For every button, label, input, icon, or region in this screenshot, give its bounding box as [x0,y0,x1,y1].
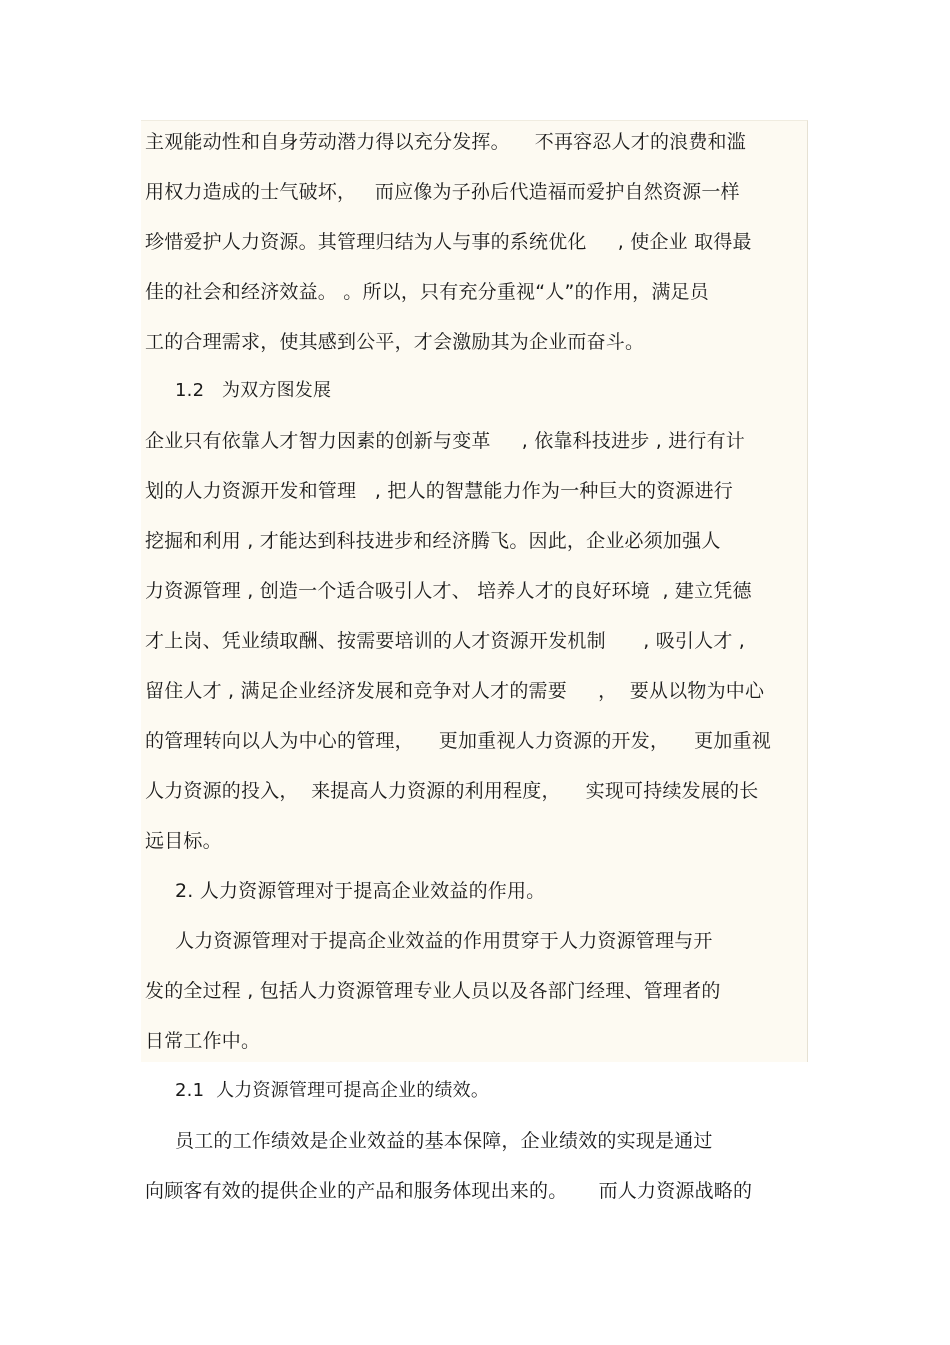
text-line: 挖掘和利用 , 才能达到科技进步和经济腾飞。因此，企业必须加强人 [145,530,721,552]
text-line: 向顾客有效的提供企业的产品和服务体现出来的。 而人力资源战略的 [145,1180,753,1202]
text-line: 划的人力资源开发和管理 , 把人的智慧能力作为一种巨大的资源进行 [145,480,733,502]
text-line: 人力资源管理对于提高企业效益的作用贯穿于人力资源管理与开 [175,930,713,952]
section-heading: 1.2 为双方图发展 [175,380,332,401]
text-line: 企业只有依靠人才智力因素的创新与变革 , 依靠科技进步 , 进行有计 [145,430,745,452]
text-line: 佳的社会和经济效益。 。所以，只有充分重视“人”的作用，满足员 [145,281,709,303]
text-line: 工的合理需求，使其感到公平，才会激励其为企业而奋斗。 [145,331,645,353]
text-line: 珍惜爱护人力资源。其管理归结为人与事的系统优化 , 使企业 取得最 [145,231,752,253]
text-line: 才上岗、凭业绩取酬、按需要培训的人才资源开发机制 , 吸引人才 , [145,630,745,652]
text-line: 员工的工作绩效是企业效益的基本保障，企业绩效的实现是通过 [175,1130,713,1152]
text-line: 用权力造成的士气破坏， 而应像为子孙后代造福而爱护自然资源一样 [145,181,740,203]
text-line: 的管理转向以人为中心的管理， 更加重视人力资源的开发， 更加重视 [145,730,771,752]
section-heading: 2.1 人力资源管理可提高企业的绩效。 [175,1080,490,1101]
text-line: 人力资源的投入， 来提高人力资源的利用程度， 实现可持续发展的长 [145,780,759,802]
text-line: 主观能动性和自身劳动潜力得以充分发挥。 不再容忍人才的浪费和滥 [145,131,746,153]
text-line: 力资源管理 , 创造一个适合吸引人才、 培养人才的良好环境 , 建立凭德 [145,580,752,602]
section-heading: 2. 人力资源管理对于提高企业效益的作用。 [175,880,546,902]
text-line: 留住人才 , 满足企业经济发展和竞争对人才的需要 ， 要从以物为中心 [145,680,765,702]
text-line: 远目标。 [145,830,222,852]
text-line: 发的全过程 , 包括人力资源管理专业人员以及各部门经理、管理者的 [145,980,721,1002]
text-line: 日常工作中。 [145,1030,261,1052]
